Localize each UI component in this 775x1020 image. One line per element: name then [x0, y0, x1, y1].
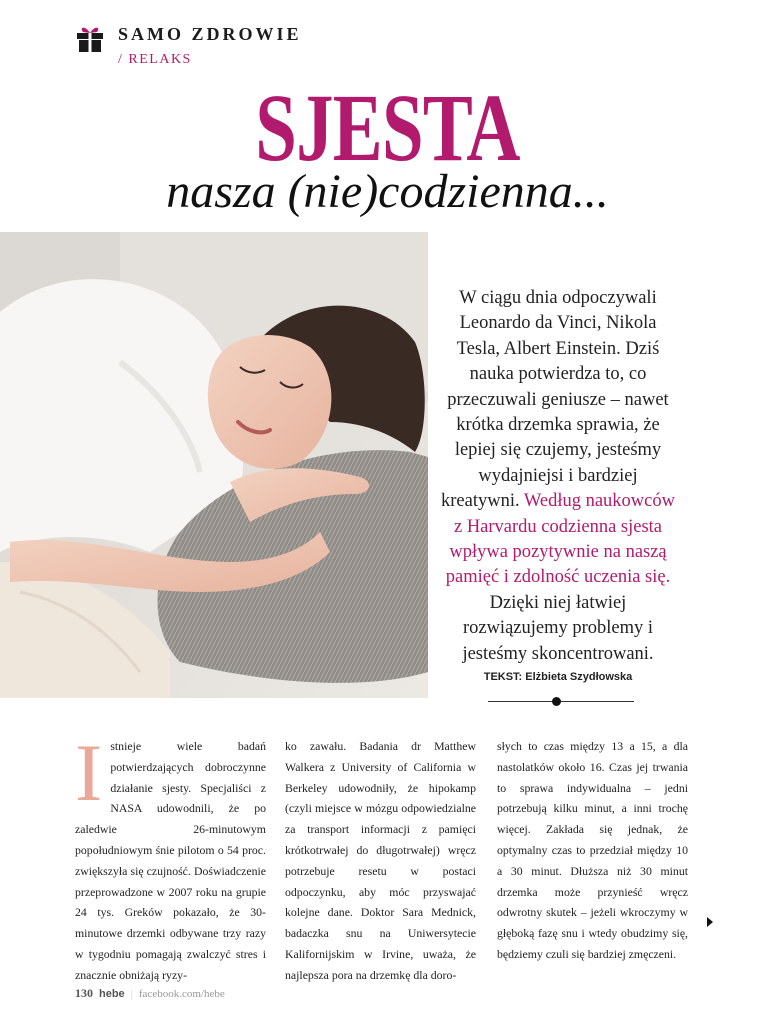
continue-arrow-icon [707, 917, 713, 927]
subhead: nasza (nie)codzienna... [166, 165, 609, 218]
facebook-link[interactable]: facebook.com/hebe [138, 988, 225, 1000]
intro-highlight: Według naukowców z Harvardu codzienna sjesta wpływa pozytywnie na naszą pamięć i zdolność uczenia się. [445, 491, 675, 588]
divider-line [488, 701, 634, 702]
body-column-1 [75, 727, 266, 986]
page-footer [75, 986, 225, 1001]
gift-icon [75, 23, 105, 53]
sleeping-woman-photo [0, 232, 428, 698]
byline: TEKST: Elżbieta Szydłowska [483, 671, 633, 683]
dropcap: I [75, 727, 103, 818]
section-subtitle: / RELAKS [118, 52, 192, 67]
section-title: SAMO ZDROWIE [118, 24, 302, 44]
brand-name: hebe [99, 988, 125, 1000]
intro-text-end: Dzięki niej łatwiej rozwiązujemy problemy i jesteśmy skoncentrowani. [462, 592, 654, 664]
page-number: 130 [75, 986, 93, 1000]
body-text-1: stnieje wiele badań potwierdzających dobroczynne działanie sjesty. Specjaliści z NASA udowodnili, że po zaledwie 26-minutowym popołudniowym śnie pilotom o 54 proc. zwiększyła się czujność. Doświadczenie przeprowadzone w 2007 roku na grupie 24 tys. Greków pokazało, że 30-minutowe drzemki odbywane trzy razy w tygodniu pomagają zwalczyć stres i znacznie obniżają ryzy- [75, 739, 266, 982]
intro-paragraph [438, 286, 678, 667]
body-text-3: słych to czas między 13 a 15, a dla nastolatków około 16. Czas jej trwania to sprawa indywidualna – jedni potrzebują kilku minut, a inni trochę więcej. Zakłada się jednak, że optymalny czas to przedział między 10 a 30 minut. Dłuższa niż 30 minut drzemka może przynieść wręcz odwrotny skutek – jeżeli wkroczymy w głęboką fazę snu i wtedy obudzimy się, będziemy czuli się bardziej zmęczeni. [497, 739, 688, 961]
intro-text: W ciągu dnia odpoczywali Leonardo da Vinci, Nikola Tesla, Albert Einstein. Dziś nauka potwierdza to, co przeczuwali geniusze – nawet krótka drzemka sprawia, że lepiej się czujemy, jesteśmy wydajniejsi i bardziej kreatywni. [440, 288, 669, 512]
section-header [75, 22, 105, 54]
body-text-2: ko zawału. Badania dr Matthew Walkera z University of California w Berkeley udowodniły, że hipokamp (czyli miejsce w mózgu odpowiedzialne za transport informacji z pamięci krótkotrwałej do długotrwałej) wręcz potrzebuje resetu w postaci odpoczynku, aby móc przyswajać kolejne dane. Doktor Sara Mednick, badaczka snu na Uniwersytecie Kalifornijskim w Irvine, uważa, że najlepsza pora na drzemkę dla doro- [285, 739, 476, 982]
body-column-3 [497, 736, 688, 965]
divider-dot-icon [552, 697, 561, 706]
footer-separator: | [130, 988, 133, 1000]
body-column-2 [285, 736, 476, 986]
headline: SJESTA [255, 74, 520, 181]
